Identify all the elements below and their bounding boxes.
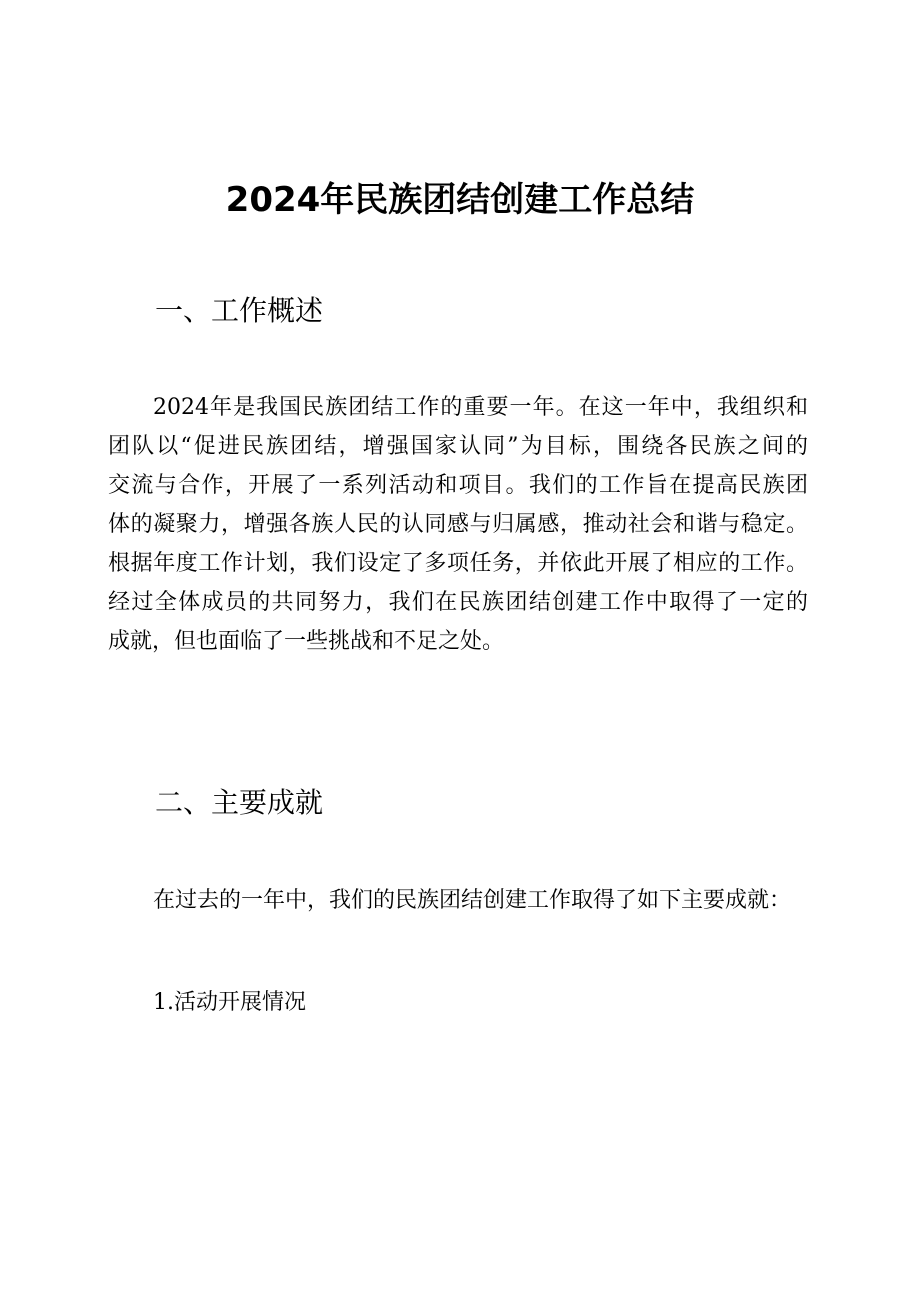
- section-heading-achievements: 二、主要成就: [155, 786, 324, 819]
- list-item-activities: 1.活动开展情况: [153, 990, 306, 1015]
- paragraph-line: 2024年是我国民族团结工作的重要一年。在这一年中，我组织和: [153, 395, 808, 420]
- paragraph-line: 团队以“促进民族团结，增强国家认同”为目标，围绕各民族之间的: [108, 434, 808, 459]
- achievements-intro: 在过去的一年中，我们的民族团结创建工作取得了如下主要成就：: [153, 888, 792, 913]
- paragraph-line: 交流与合作，开展了一系列活动和项目。我们的工作旨在提高民族团: [108, 473, 808, 498]
- section-heading-overview: 一、工作概述: [155, 294, 324, 327]
- paragraph-line: 根据年度工作计划，我们设定了多项任务，并依此开展了相应的工作。: [108, 551, 808, 576]
- paragraph-line: 经过全体成员的共同努力，我们在民族团结创建工作中取得了一定的: [108, 590, 808, 615]
- overview-paragraph: [108, 388, 808, 661]
- paragraph-line: 成就，但也面临了一些挑战和不足之处。: [108, 629, 505, 654]
- document-title: 2024年民族团结创建工作总结: [225, 180, 695, 220]
- paragraph-line: 体的凝聚力，增强各族人民的认同感与归属感，推动社会和谐与稳定。: [108, 512, 808, 537]
